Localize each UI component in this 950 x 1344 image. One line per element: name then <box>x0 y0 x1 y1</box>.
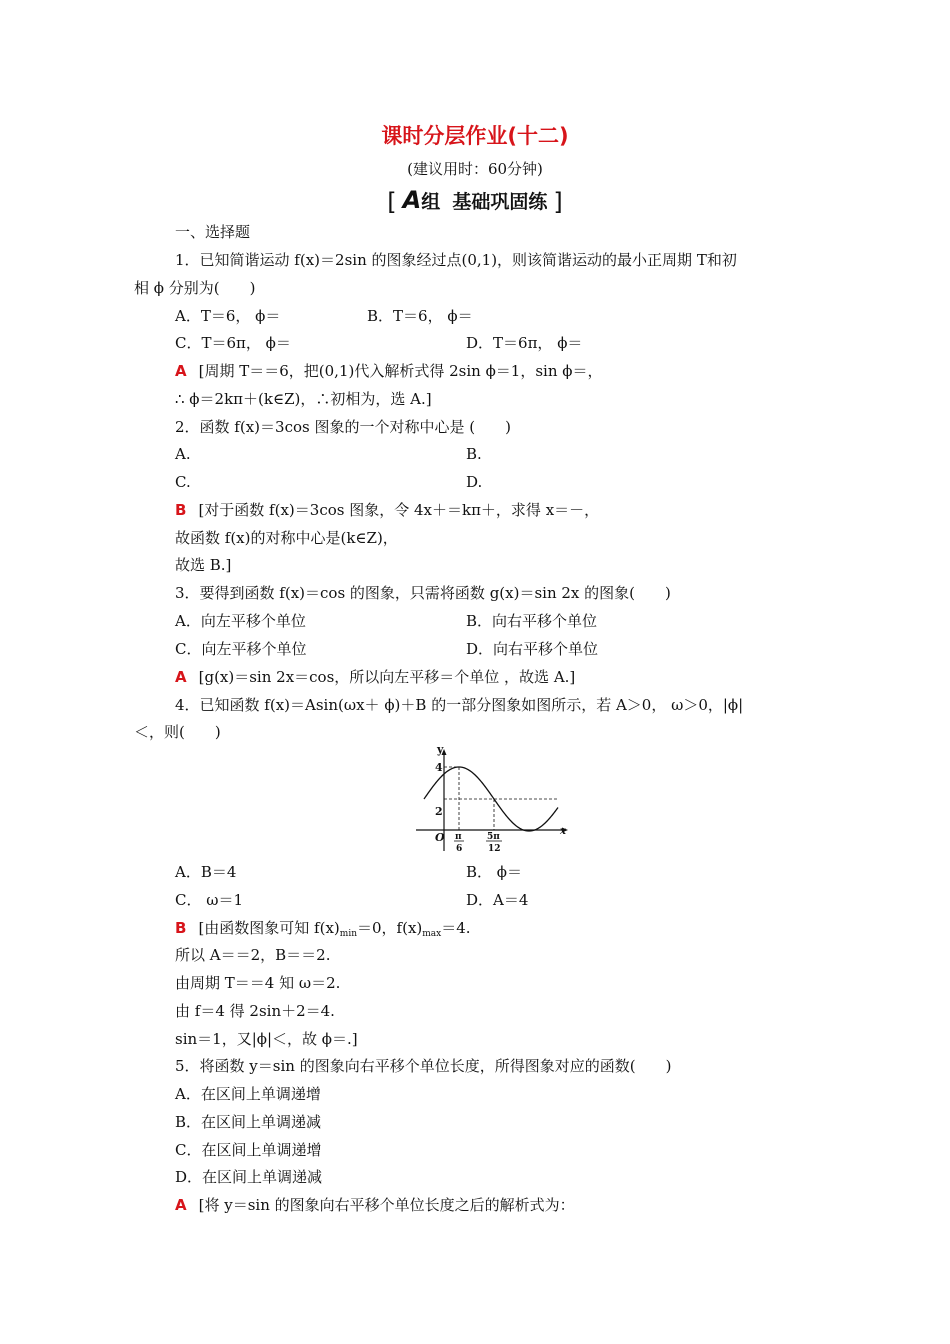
q4-solution-line3: 由周期 T＝＝4 知 ω＝2. <box>175 974 341 992</box>
q1-solution-line1 <box>175 361 603 381</box>
q2-stem: 2．函数 f(x)＝3cos 图象的一个对称中心是 ( ) <box>175 418 511 436</box>
q5-solution-text1: [将 y＝sin 的图象向右平移个单位长度之后的解析式为： <box>198 1196 575 1214</box>
q4-solution-text1a: [由函数图象可知 f(x) <box>198 919 340 937</box>
q2-option-c: C. <box>175 473 191 491</box>
section-heading: 一、选择题 <box>175 223 251 241</box>
q4-solution-line1 <box>175 918 471 944</box>
q2-solution-text1: [对于函数 f(x)＝3cos 图象，令 4x＋＝kπ＋，求得 x＝－， <box>198 501 600 519</box>
q2-answer: B <box>175 501 187 519</box>
q5-solution-line1 <box>175 1195 575 1215</box>
q4-answer: B <box>175 919 187 937</box>
group-letter: A <box>402 186 422 214</box>
q4-option-a: A．B＝4 <box>175 863 237 881</box>
q2-solution-line2: 故函数 f(x)的对称中心是(k∈Z)， <box>175 529 398 547</box>
q4-subscript-min: min <box>339 929 357 939</box>
q4-stem-line1: 4．已知函数 f(x)＝Asin(ωx＋ ϕ)＋B 的一部分图象如图所示，若 A＞0， ω＞0，|ϕ| <box>175 696 744 714</box>
q3-option-a: A．向左平移个单位 <box>175 612 306 630</box>
q3-stem: 3．要得到函数 f(x)＝cos 的图象，只需将函数 g(x)＝sin 2x 的图象( ) <box>175 584 671 602</box>
q4-option-b: B． ϕ＝ <box>466 863 523 881</box>
q3-option-b: B．向右平移个单位 <box>466 612 598 630</box>
q5-option-d: D．在区间上单调递减 <box>175 1168 323 1186</box>
q1-answer: A <box>175 362 187 380</box>
page-title: 课时分层作业(十二) <box>381 124 569 148</box>
q4-solution-line4: 由 f＝4 得 2sin＋2＝4. <box>175 1002 335 1020</box>
x-tick-pi6-den: 6 <box>456 844 463 854</box>
q4-solution-text1b: ＝0，f(x) <box>357 919 423 937</box>
q4-solution-line5: sin＝1，又|ϕ|＜，故 ϕ＝.] <box>175 1030 358 1048</box>
q3-solution-text1: [g(x)＝sin 2x＝cos，所以向左平移＝个单位 ，故选 A.] <box>198 668 576 686</box>
q2-option-b: B. <box>466 445 482 463</box>
q4-solution-line2: 所以 A＝＝2，B＝＝2. <box>175 946 331 964</box>
q5-stem: 5．将函数 y＝sin 的图象向右平移个单位长度，所得图象对应的函数( ) <box>175 1057 672 1075</box>
q1-stem-line2: 相 ϕ 分别为( ) <box>134 279 256 297</box>
q1-solution-text1: [周期 T＝＝6，把(0,1)代入解析式得 2sin ϕ＝1，sin ϕ＝， <box>198 362 603 380</box>
q1-solution-line2: ∴ ϕ＝2kπ＋(k∈Z)，∴初相为，选 A.] <box>175 390 432 408</box>
q1-option-d: D．T＝6π， ϕ＝ <box>466 334 583 352</box>
q5-option-a: A．在区间上单调递增 <box>175 1085 321 1103</box>
q3-option-d: D．向右平移个单位 <box>466 640 599 658</box>
y-axis-label: y <box>437 743 444 756</box>
q4-option-d: D．A＝4 <box>466 891 529 909</box>
q4-stem-line2: ＜，则( ) <box>134 723 221 741</box>
q2-option-d: D. <box>466 473 483 491</box>
y-tick-2: 2 <box>435 805 443 818</box>
q3-option-c: C．向左平移个单位 <box>175 640 307 658</box>
time-suggestion: (建议用时：60分钟) <box>407 160 543 178</box>
q2-solution-line3: 故选 B.] <box>175 556 232 574</box>
group-heading <box>0 186 950 216</box>
q4-subscript-max: max <box>422 929 442 939</box>
q2-solution-line1 <box>175 500 599 520</box>
sine-graph-figure <box>414 743 570 855</box>
group-name: 基础巩固练 <box>452 191 548 213</box>
q5-option-b: B．在区间上单调递减 <box>175 1113 322 1131</box>
q4-option-c: C． ω＝1 <box>175 891 244 909</box>
y-tick-4: 4 <box>435 761 443 774</box>
origin-label: O <box>435 831 445 844</box>
q1-option-a: A．T＝6， ϕ＝ <box>175 307 281 325</box>
x-axis-label: x <box>560 826 566 837</box>
q2-option-a: A. <box>175 445 191 463</box>
q5-answer: A <box>175 1196 187 1214</box>
q1-option-c: C．T＝6π， ϕ＝ <box>175 334 291 352</box>
q3-solution-line1 <box>175 667 575 687</box>
group-label: 组 <box>421 191 441 213</box>
group-bracket-close: ] <box>553 188 563 216</box>
q4-solution-text1c: ＝4. <box>441 919 471 937</box>
q1-stem-line1: 1．已知简谐运动 f(x)＝2sin 的图象经过点(0,1)，则该简谐运动的最小正周期 T和初 <box>175 251 737 269</box>
x-tick-5pi12-num: 5π <box>487 832 500 842</box>
q5-option-c: C．在区间上单调递增 <box>175 1141 322 1159</box>
x-tick-5pi12-den: 12 <box>488 844 501 854</box>
q1-option-b: B．T＝6， ϕ＝ <box>367 307 473 325</box>
x-tick-pi6-num: π <box>455 832 462 842</box>
group-bracket-open: [ <box>387 188 397 216</box>
q3-answer: A <box>175 668 187 686</box>
